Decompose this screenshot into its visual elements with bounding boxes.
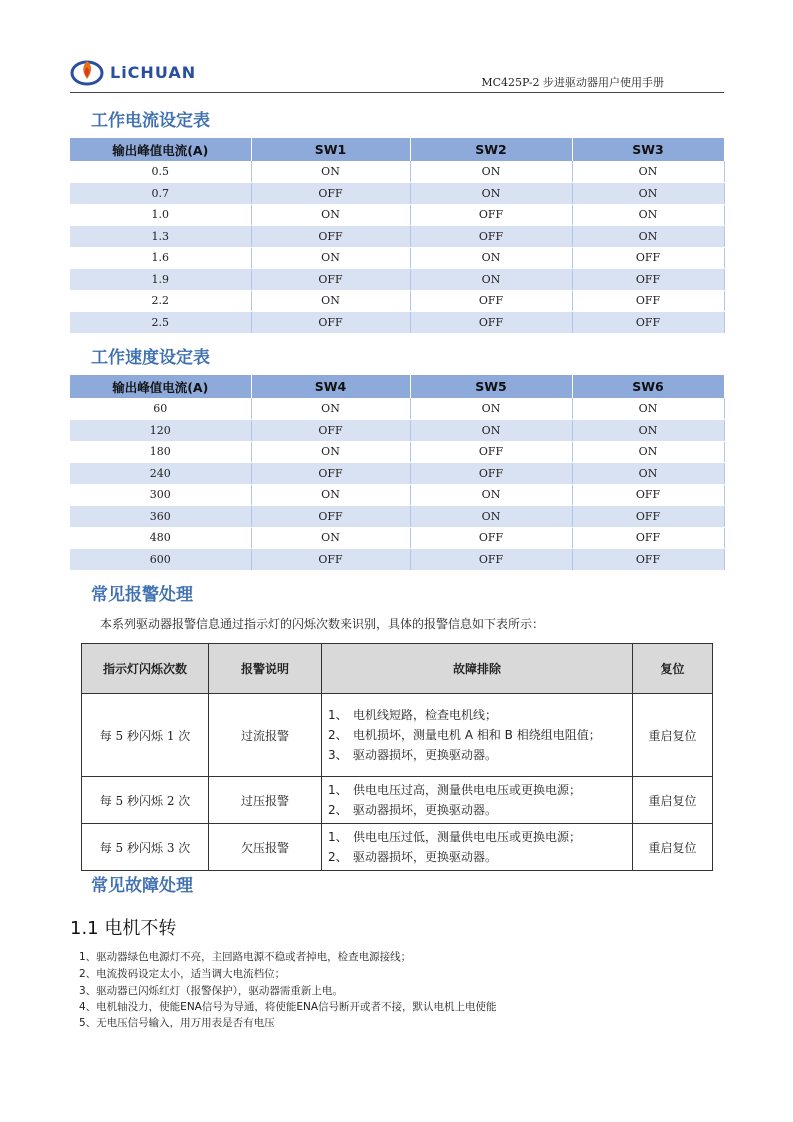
alarm-intro-text: 本系列驱动器报警信息通过指示灯的闪烁次数来识别，具体的报警信息如下表所示： (100, 617, 545, 631)
table-cell: ON (251, 398, 410, 420)
column-header: 复位 (633, 644, 713, 694)
column-header: SW1 (251, 138, 410, 161)
table-cell: ON (572, 161, 724, 183)
table-header-row (70, 375, 724, 398)
table-row (70, 183, 724, 205)
fault-item: 4、电机轴没力，使能ENA信号为导通，将使能ENA信号断开或者不接，默认电机上电使能 (79, 1001, 497, 1013)
table-cell: 180 (70, 441, 251, 463)
fault-item: 3、驱动器已闪烁红灯（报警保护），驱动器需重新上电。 (79, 985, 343, 997)
table-cell: ON (410, 420, 572, 442)
brand-logo (70, 57, 196, 87)
document-title: MC425P-2 步进驱动器用户使用手册 (481, 76, 664, 89)
table-cell: OFF (572, 549, 724, 571)
table-cell: ON (251, 441, 410, 463)
table-cell: ON (572, 463, 724, 485)
brand-name: LiCHUAN (110, 62, 197, 82)
table-cell: ON (251, 204, 410, 226)
table-cell: ON (410, 398, 572, 420)
table-cell: ON (572, 204, 724, 226)
current-setting-table (70, 138, 725, 334)
table-cell: OFF (572, 247, 724, 269)
step-item: 1、 供电电压过高，测量供电电压或更换电源； (328, 783, 582, 797)
table-row (70, 312, 724, 334)
table-row (70, 398, 724, 420)
troubleshoot-steps (322, 694, 633, 777)
alarm-description: 过流报警 (209, 694, 322, 777)
table-cell: 1.3 (70, 226, 251, 248)
table-cell: OFF (410, 226, 572, 248)
column-header: SW3 (572, 138, 724, 161)
table-row (70, 420, 724, 442)
table-cell: OFF (572, 290, 724, 312)
alarm-table (81, 643, 713, 871)
table-cell: OFF (410, 527, 572, 549)
table-cell: 240 (70, 463, 251, 485)
table-cell: OFF (410, 204, 572, 226)
column-header: SW2 (410, 138, 572, 161)
table-cell: 120 (70, 420, 251, 442)
table-cell: 1.6 (70, 247, 251, 269)
table-row (82, 777, 713, 824)
table-cell: OFF (251, 226, 410, 248)
blink-count: 每 5 秒闪烁 2 次 (82, 777, 209, 824)
reset-method: 重启复位 (633, 777, 713, 824)
table-cell: OFF (251, 312, 410, 334)
column-header: SW6 (572, 375, 724, 398)
table-cell: ON (251, 161, 410, 183)
table-cell: ON (410, 269, 572, 291)
table-row (70, 161, 724, 183)
table-row (70, 290, 724, 312)
table-cell: OFF (572, 269, 724, 291)
table-cell: 1.0 (70, 204, 251, 226)
table-row (70, 247, 724, 269)
table-cell: 0.7 (70, 183, 251, 205)
blink-count: 每 5 秒闪烁 3 次 (82, 824, 209, 871)
step-item: 2、 电机损坏，测量电机 A 相和 B 相绕组电阻值； (328, 728, 601, 742)
page-header (70, 55, 724, 93)
table-cell: OFF (410, 463, 572, 485)
table-cell: ON (572, 441, 724, 463)
column-header: 指示灯闪烁次数 (82, 644, 209, 694)
table-row (70, 463, 724, 485)
step-item: 2、 驱动器损坏，更换驱动器。 (328, 803, 498, 817)
fault-section-title: 常见故障处理 (91, 876, 193, 896)
table-cell: OFF (572, 527, 724, 549)
fault-subtitle: 1.1 电机不转 (70, 918, 177, 939)
table-cell: ON (572, 398, 724, 420)
table-header-row (70, 138, 724, 161)
table-cell: 0.5 (70, 161, 251, 183)
table-cell: ON (251, 247, 410, 269)
alarm-section-title: 常见报警处理 (91, 585, 193, 605)
blink-count: 每 5 秒闪烁 1 次 (82, 694, 209, 777)
table-cell: OFF (251, 463, 410, 485)
alarm-description: 过压报警 (209, 777, 322, 824)
table-row (70, 549, 724, 571)
table-cell: OFF (572, 484, 724, 506)
current-table-title: 工作电流设定表 (91, 111, 210, 131)
column-header: SW4 (251, 375, 410, 398)
table-cell: 2.2 (70, 290, 251, 312)
table-cell: 1.9 (70, 269, 251, 291)
table-cell: OFF (410, 290, 572, 312)
troubleshoot-steps (322, 777, 633, 824)
table-cell: 300 (70, 484, 251, 506)
fault-item: 2、电流拨码设定太小，适当调大电流档位； (79, 968, 286, 980)
table-cell: ON (572, 183, 724, 205)
step-item: 1、 供电电压过低，测量供电电压或更换电源； (328, 830, 582, 844)
table-row (70, 527, 724, 549)
fault-item: 5、无电压信号输入，用万用表是否有电压 (79, 1017, 275, 1029)
fault-item: 1、驱动器绿色电源灯不亮，主回路电源不稳或者掉电，检查电源接线； (79, 951, 412, 963)
table-cell: 480 (70, 527, 251, 549)
table-row (70, 506, 724, 528)
table-cell: OFF (572, 506, 724, 528)
table-row (70, 204, 724, 226)
table-cell: 600 (70, 549, 251, 571)
table-row (70, 269, 724, 291)
speed-setting-table (70, 375, 725, 571)
step-item: 2、 驱动器损坏，更换驱动器。 (328, 850, 498, 864)
step-item: 1、 电机线短路，检查电机线； (328, 708, 498, 722)
table-row (82, 824, 713, 871)
troubleshoot-steps (322, 824, 633, 871)
reset-method: 重启复位 (633, 694, 713, 777)
column-header: 报警说明 (209, 644, 322, 694)
alarm-description: 欠压报警 (209, 824, 322, 871)
table-cell: OFF (572, 312, 724, 334)
table-cell: OFF (410, 441, 572, 463)
table-cell: ON (410, 247, 572, 269)
table-cell: ON (251, 290, 410, 312)
table-cell: OFF (410, 312, 572, 334)
speed-table-title: 工作速度设定表 (91, 348, 210, 368)
lichuan-logo-icon (70, 57, 106, 87)
table-cell: ON (410, 484, 572, 506)
reset-method: 重启复位 (633, 824, 713, 871)
table-row (70, 441, 724, 463)
table-cell: 60 (70, 398, 251, 420)
table-cell: ON (410, 506, 572, 528)
table-cell: ON (572, 226, 724, 248)
table-row (82, 694, 713, 777)
table-row (70, 226, 724, 248)
column-header: 输出峰值电流(A) (70, 375, 251, 398)
table-row (70, 484, 724, 506)
column-header: 输出峰值电流(A) (70, 138, 251, 161)
table-cell: OFF (251, 420, 410, 442)
table-cell: OFF (251, 549, 410, 571)
column-header: SW5 (410, 375, 572, 398)
table-cell: 2.5 (70, 312, 251, 334)
table-cell: ON (251, 527, 410, 549)
table-cell: OFF (410, 549, 572, 571)
table-cell: OFF (251, 183, 410, 205)
column-header: 故障排除 (322, 644, 633, 694)
step-item: 3、 驱动器损坏，更换驱动器。 (328, 748, 498, 762)
table-header-row (82, 644, 713, 694)
table-cell: ON (572, 420, 724, 442)
table-cell: ON (410, 161, 572, 183)
table-cell: ON (410, 183, 572, 205)
table-cell: 360 (70, 506, 251, 528)
table-cell: OFF (251, 269, 410, 291)
table-cell: OFF (251, 506, 410, 528)
table-cell: ON (251, 484, 410, 506)
